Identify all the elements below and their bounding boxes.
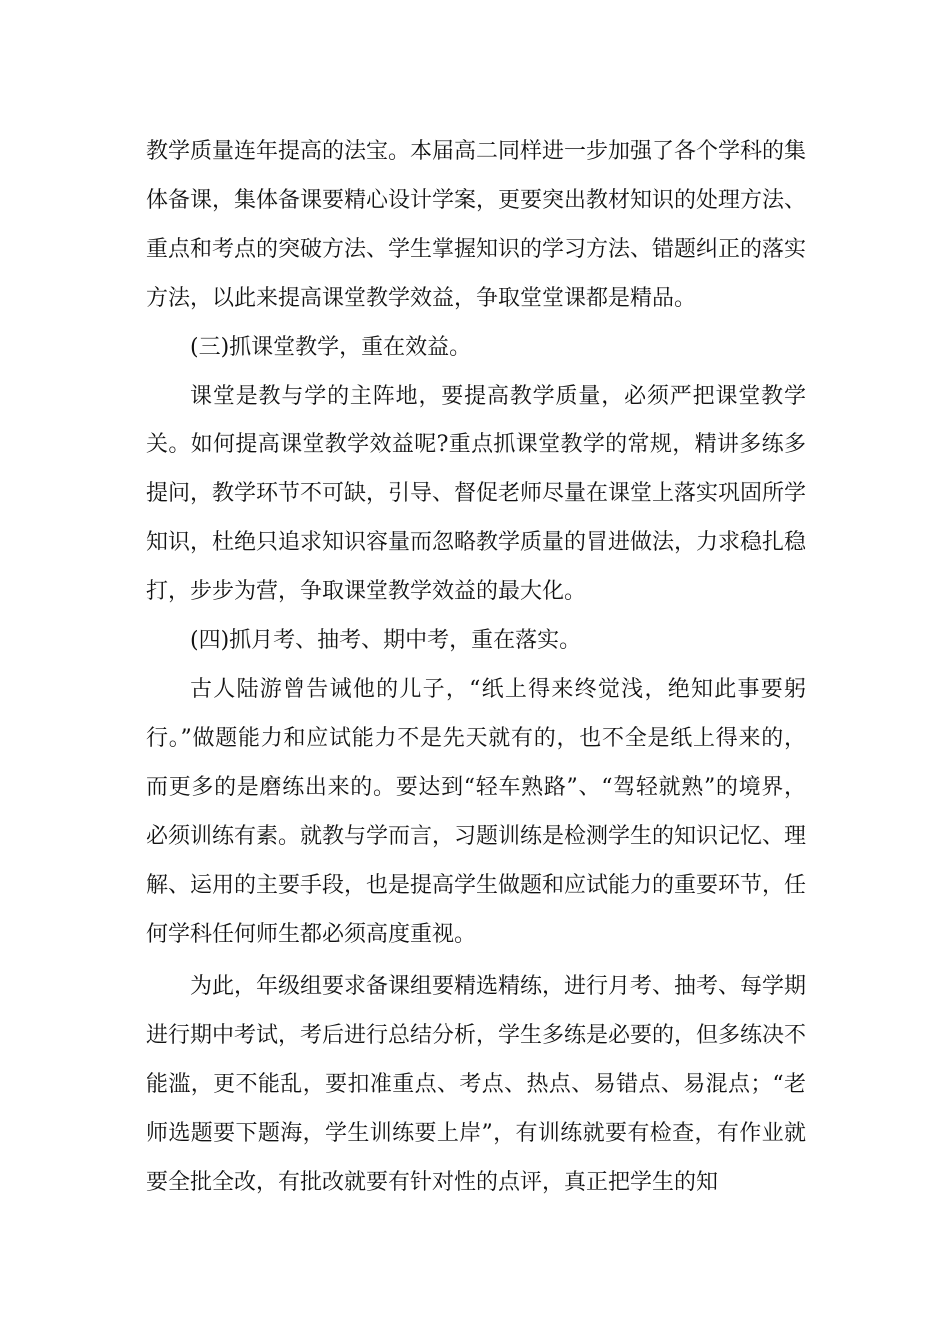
paragraph-exams: 为此，年级组要求备课组要精选精练，进行月考、抽考、每学期进行期中考试，考后进行总结分析，学生多练是必要的，但多练决不能滥，更不能乱，要扣准重点、考点、热点、易错点、易混点；“老师选题要下题海，学生训练要上岸”，有训练就要有检查，有作业就要全批全改，有批改就要有针对性的点评，真正把学生的知: [146, 974, 807, 1196]
paragraph-continuation: 教学质量连年提高的法宝。本届高二同样进一步加强了各个学科的集体备课，集体备课要精心设计学案，更要突出教材知识的处理方法、重点和考点的突破方法、学生掌握知识的学习方法、错题纠正的落实方法，以此来提高课堂教学效益，争取堂堂课都是精品。: [146, 139, 807, 311]
paragraph-lu-you: 古人陆游曾告诫他的儿子，“纸上得来终觉浅，绝知此事要躬行。”做题能力和应试能力不是先天就有的，也不全是纸上得来的，而更多的是磨练出来的。要达到“轻车熟路”、“驾轻就熟”的境界，必须训练有素。就教与学而言，习题训练是检测学生的知识记忆、理解、运用的主要手段，也是提高学生做题和应试能力的重要环节，任何学科任何师生都必须高度重视。: [146, 676, 807, 947]
document-body: [146, 128, 806, 1208]
section-heading-4: (四)抓月考、抽考、期中考，重在落实。: [190, 628, 582, 654]
section-heading-3: (三)抓课堂教学，重在效益。: [190, 334, 472, 360]
paragraph-classroom: 课堂是教与学的主阵地，要提高教学质量，必须严把课堂教学关。如何提高课堂教学效益呢?重点抓课堂教学的常规，精讲多练多提问，教学环节不可缺，引导、督促老师尽量在课堂上落实巩固所学知识，杜绝只追求知识容量而忽略教学质量的冒进做法，力求稳扎稳打，步步为营，争取课堂教学效益的最大化。: [146, 383, 807, 605]
